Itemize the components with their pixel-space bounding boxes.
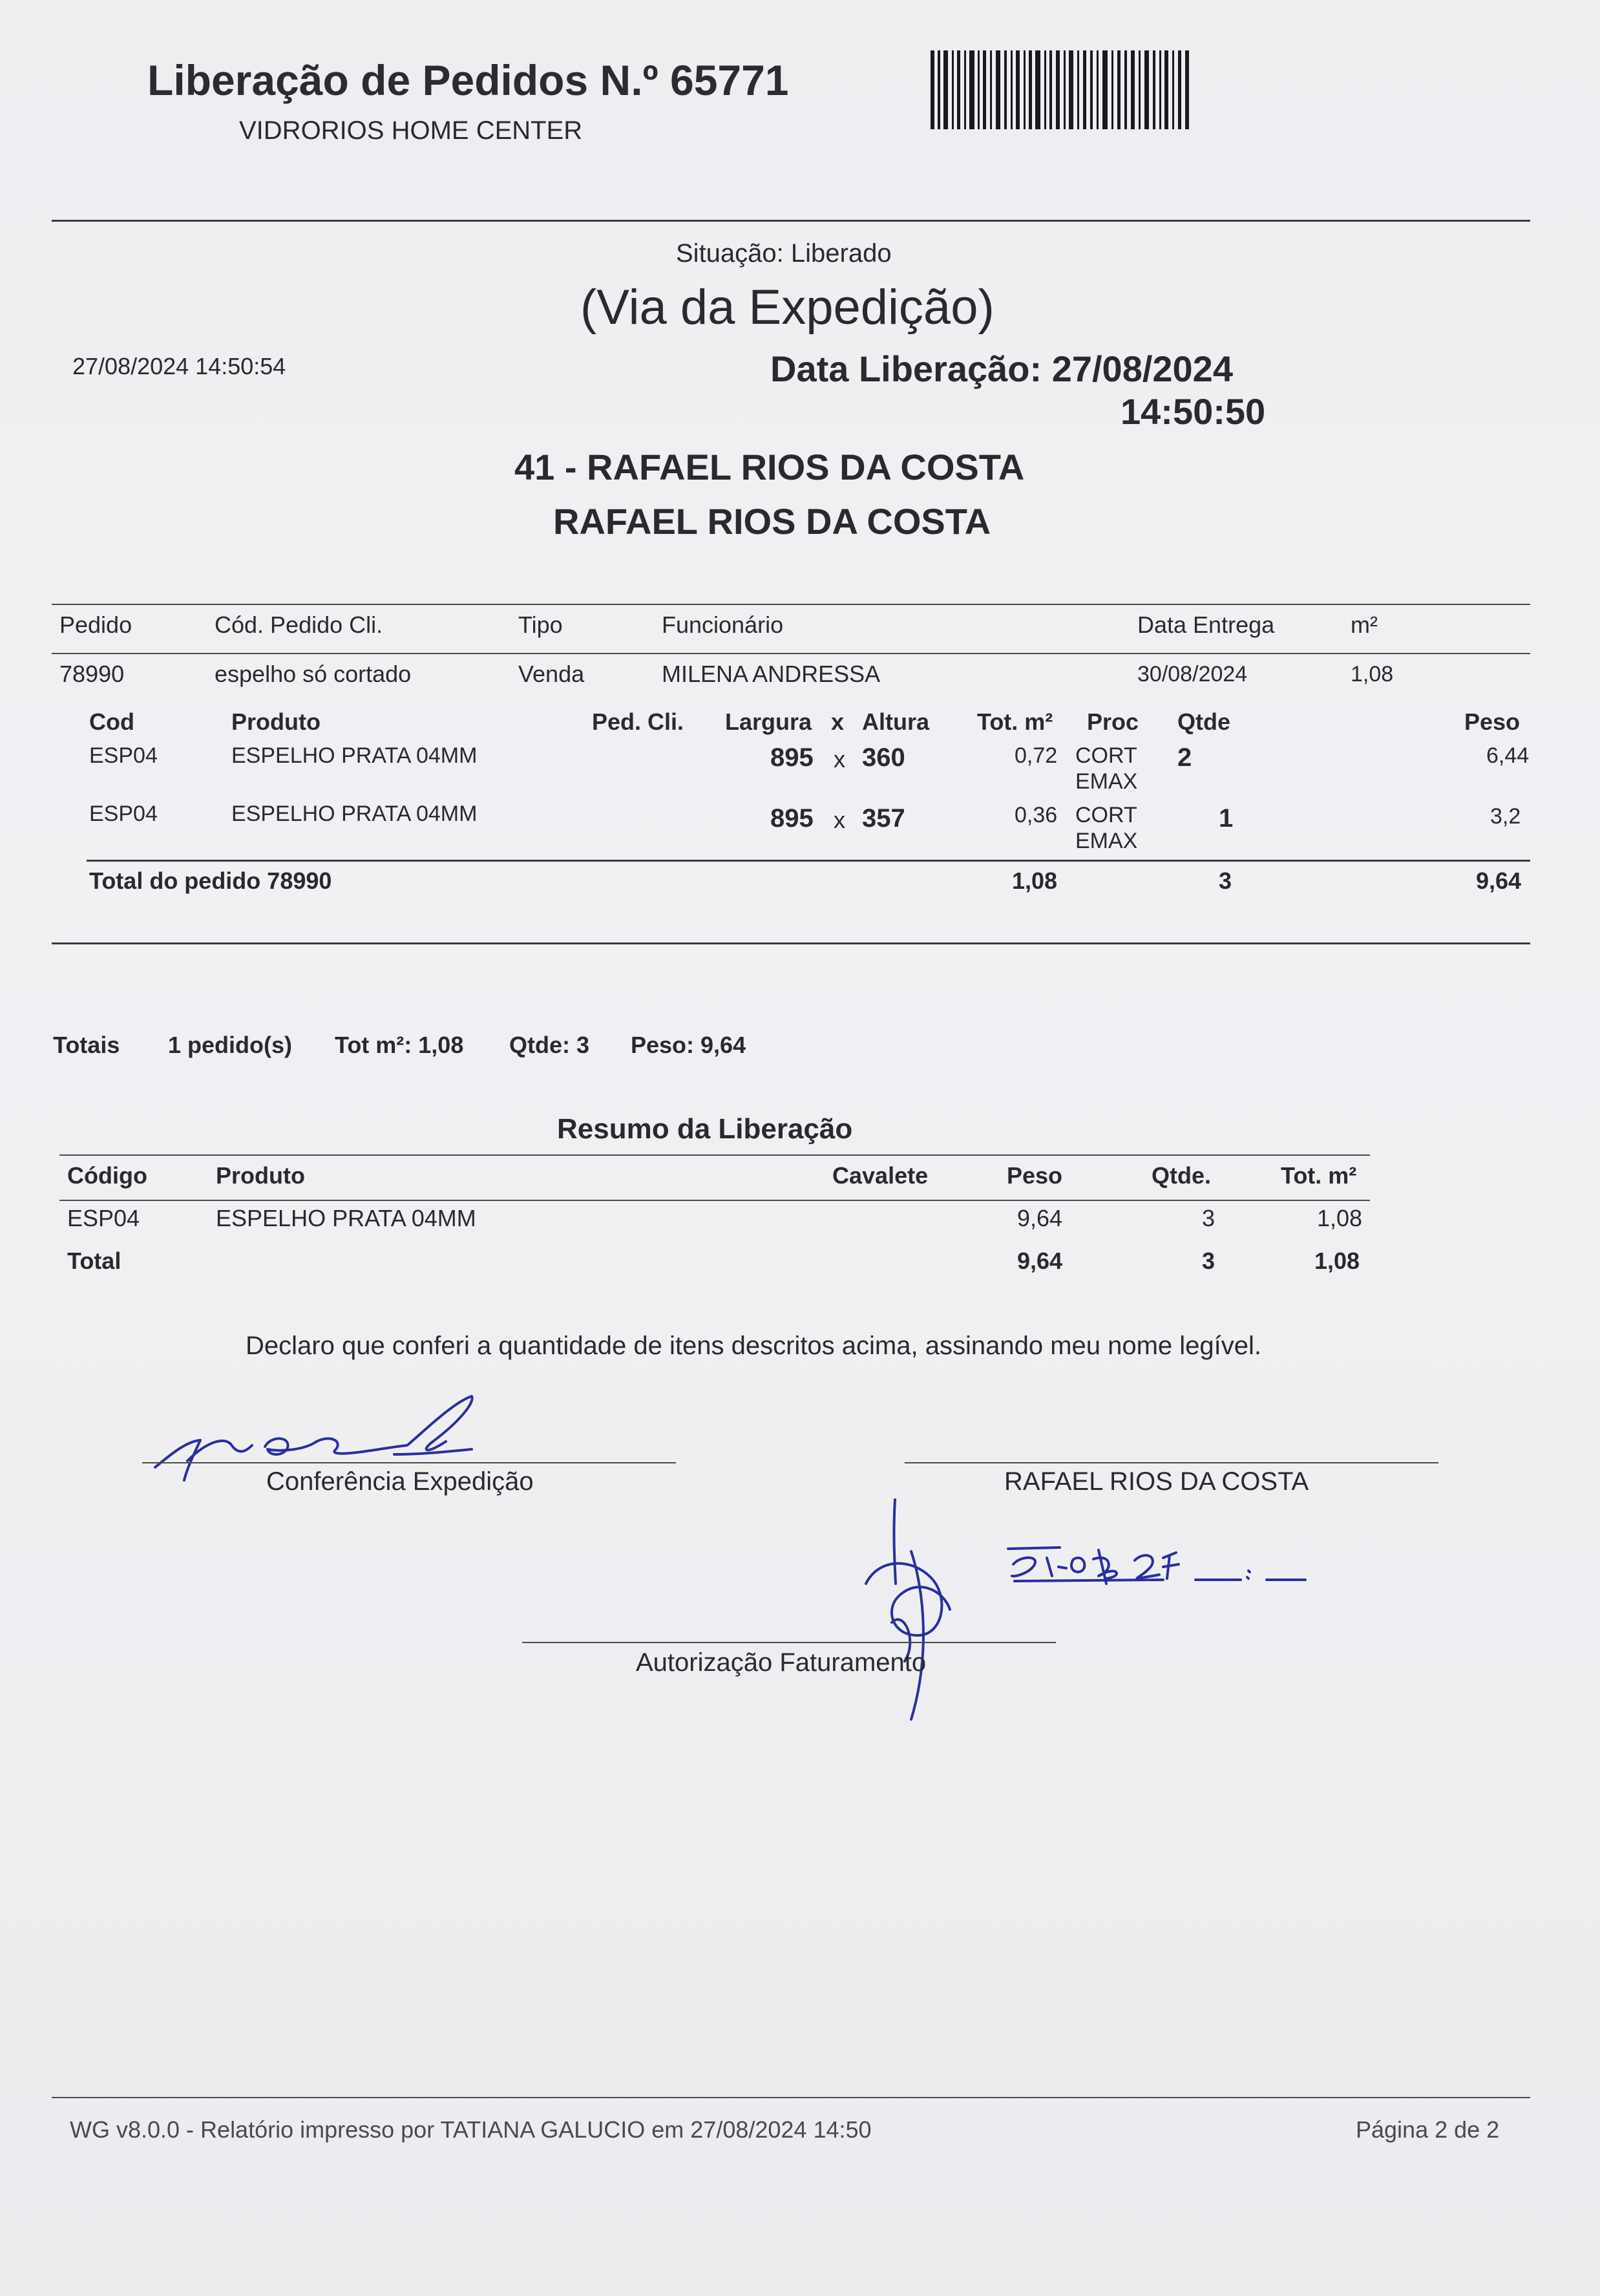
item-col-qtde: Qtde — [1177, 708, 1231, 735]
order-m2: 1,08 — [1351, 662, 1394, 686]
footer-rule — [52, 2097, 1530, 2098]
summary-total-label: Total — [67, 1248, 121, 1274]
order-total-m2: 1,08 — [1012, 867, 1058, 894]
order-funcionario: MILENA ANDRESSA — [662, 661, 881, 687]
item-largura: 895 — [770, 743, 814, 772]
label-conferencia: Conferência Expedição — [266, 1467, 534, 1496]
summary-codigo: ESP04 — [67, 1205, 140, 1231]
item-peso: 3,2 — [1490, 804, 1521, 829]
order-total-label: Total do pedido 78990 — [89, 867, 332, 894]
order-bottom-rule — [52, 942, 1530, 944]
footer-page-number: Página 2 de 2 — [1356, 2116, 1500, 2143]
item-peso: 6,44 — [1486, 743, 1530, 768]
handwritten-signature-autorizacao — [853, 1493, 1370, 1726]
summary-header-rule — [59, 1200, 1370, 1201]
declaration-text: Declaro que conferi a quantidade de itens descritos acima, assinando meu nome legível. — [246, 1332, 1262, 1360]
item-proc-2: EMAX — [1075, 769, 1138, 794]
summary-total-qtde: 3 — [1202, 1248, 1216, 1274]
order-total-rule — [87, 860, 1530, 862]
summary-total-peso: 9,64 — [1017, 1248, 1063, 1274]
totals-m2: Tot m²: 1,08 — [335, 1032, 464, 1058]
item-produto: ESPELHO PRATA 04MM — [231, 743, 478, 768]
totals-qtde: Qtde: 3 — [509, 1032, 590, 1058]
summary-col-tot-m2: Tot. m² — [1281, 1162, 1357, 1189]
document-title: Liberação de Pedidos N.º 65771 — [147, 56, 789, 104]
item-produto: ESPELHO PRATA 04MM — [231, 802, 478, 826]
summary-tot-m2: 1,08 — [1317, 1205, 1363, 1231]
item-col-tot-m2: Tot. m² — [977, 708, 1053, 735]
col-header-data-entrega: Data Entrega — [1137, 611, 1275, 638]
item-col-ped-cli: Ped. Cli. — [592, 708, 684, 735]
item-col-altura: Altura — [862, 708, 930, 735]
summary-qtde: 3 — [1202, 1205, 1216, 1231]
item-col-produto: Produto — [231, 708, 321, 735]
order-table-top-rule — [52, 604, 1530, 605]
signature-line-client — [905, 1462, 1438, 1463]
summary-col-cavalete: Cavalete — [832, 1162, 929, 1189]
item-qtde: 2 — [1177, 743, 1192, 772]
totals-peso: Peso: 9,64 — [631, 1032, 746, 1058]
order-tipo: Venda — [518, 661, 585, 687]
label-autorizacao: Autorização Faturamento — [636, 1648, 927, 1677]
item-col-proc: Proc — [1087, 708, 1139, 735]
summary-produto: ESPELHO PRATA 04MM — [216, 1205, 476, 1231]
col-header-m2: m² — [1351, 611, 1378, 638]
item-col-cod: Cod — [89, 708, 134, 735]
signature-line-autorizacao — [522, 1642, 1056, 1643]
order-pedido: 78990 — [59, 661, 125, 687]
item-col-largura: Largura — [725, 708, 812, 735]
summary-col-qtde: Qtde. — [1152, 1162, 1212, 1189]
summary-col-peso: Peso — [1007, 1162, 1063, 1189]
order-total-peso: 9,64 — [1476, 867, 1522, 894]
totals-pedidos: 1 pedido(s) — [168, 1032, 293, 1058]
barcode — [931, 50, 1189, 129]
summary-title: Resumo da Liberação — [557, 1113, 853, 1145]
order-data-entrega: 30/08/2024 — [1137, 662, 1248, 686]
item-x: x — [834, 746, 845, 772]
item-altura: 357 — [862, 804, 905, 833]
signature-line-conferencia — [142, 1462, 676, 1463]
order-total-qtde: 3 — [1219, 867, 1232, 894]
item-largura: 895 — [770, 804, 814, 833]
summary-top-rule — [59, 1154, 1370, 1156]
release-time: 14:50:50 — [1121, 391, 1266, 432]
client-code-name: 41 - RAFAEL RIOS DA COSTA — [514, 447, 1025, 487]
release-date: Data Liberação: 27/08/2024 — [770, 348, 1233, 389]
col-header-cod-cli: Cód. Pedido Cli. — [215, 611, 383, 638]
client-name: RAFAEL RIOS DA COSTA — [553, 501, 991, 542]
header-divider — [52, 220, 1530, 222]
col-header-funcionario: Funcionário — [662, 611, 784, 638]
item-qtde: 1 — [1219, 804, 1234, 833]
item-proc-1: CORT — [1075, 743, 1137, 768]
summary-col-produto: Produto — [216, 1162, 305, 1189]
company-name: VIDRORIOS HOME CENTER — [239, 116, 583, 145]
printed-timestamp: 27/08/2024 14:50:54 — [72, 353, 286, 379]
item-proc-2: EMAX — [1075, 829, 1138, 853]
col-header-pedido: Pedido — [59, 611, 132, 638]
item-tot-m2: 0,36 — [1015, 803, 1058, 827]
copy-label: (Via da Expedição) — [580, 280, 995, 335]
summary-col-codigo: Código — [67, 1162, 147, 1189]
item-proc-1: CORT — [1075, 803, 1137, 827]
item-col-peso: Peso — [1464, 708, 1521, 735]
col-header-tipo: Tipo — [518, 611, 563, 638]
item-col-x: x — [831, 708, 845, 735]
item-altura: 360 — [862, 743, 905, 772]
label-client-name: RAFAEL RIOS DA COSTA — [1004, 1467, 1309, 1496]
status-text: Situação: Liberado — [676, 239, 892, 268]
totals-label: Totais — [53, 1032, 120, 1058]
summary-total-tot-m2: 1,08 — [1314, 1248, 1360, 1274]
order-cod-cli: espelho só cortado — [215, 661, 412, 687]
item-cod: ESP04 — [89, 743, 158, 768]
summary-peso: 9,64 — [1017, 1205, 1063, 1231]
item-tot-m2: 0,72 — [1015, 743, 1058, 768]
item-x: x — [834, 807, 845, 833]
order-table-header-rule — [52, 653, 1530, 654]
footer-printed-by: WG v8.0.0 - Relatório impresso por TATIANA GALUCIO em 27/08/2024 14:50 — [70, 2116, 872, 2143]
item-cod: ESP04 — [89, 802, 158, 826]
